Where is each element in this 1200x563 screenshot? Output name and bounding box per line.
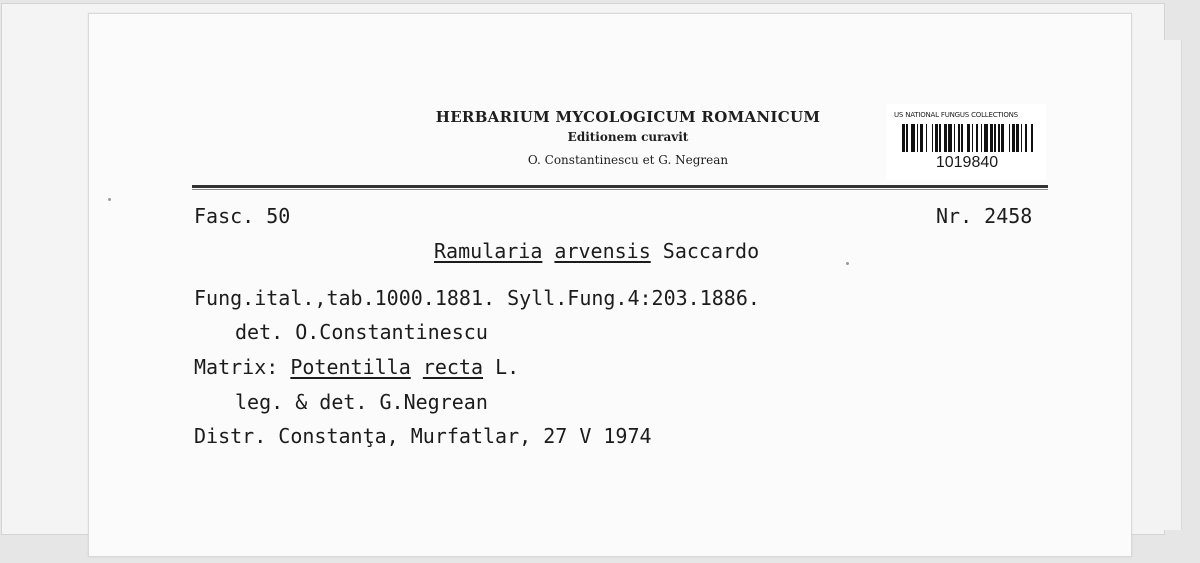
paper-speck — [108, 198, 111, 201]
taxon-species: arvensis — [554, 239, 651, 263]
barcode-label — [886, 104, 1046, 180]
barcode-number: 1019840 — [935, 154, 999, 171]
literature-reference: Fung.ital.,tab.1000.1881. Syll.Fung.4:203.1886. — [194, 286, 760, 310]
taxon-name — [434, 239, 759, 263]
specimen-number: Nr. 2458 — [936, 204, 1033, 228]
editor-subtitle: Editionem curavit — [567, 130, 689, 144]
fascicle-number: Fasc. 50 — [194, 204, 291, 228]
matrix-line — [194, 355, 519, 379]
header-divider-thin — [192, 189, 1048, 190]
barcode-icon — [902, 124, 1036, 152]
host-species: recta — [422, 355, 484, 379]
matrix-label: Matrix: — [194, 355, 279, 379]
taxon-genus: Ramularia — [434, 239, 543, 263]
herbarium-label — [88, 13, 1132, 557]
taxon-author: Saccardo — [662, 239, 760, 263]
determiner: det. O.Constantinescu — [235, 320, 488, 344]
host-author: L. — [495, 355, 520, 379]
collector: leg. & det. G.Negrean — [235, 390, 488, 414]
locality: Distr. Constanţa, Murfatlar, 27 V 1974 — [194, 424, 652, 448]
paper-speck — [846, 262, 849, 265]
collection-name: US NATIONAL FUNGUS COLLECTIONS — [894, 111, 1018, 119]
host-genus: Potentilla — [290, 355, 411, 379]
header-divider — [192, 185, 1048, 188]
herbarium-title: HERBARIUM MYCOLOGICUM ROMANICUM — [435, 108, 821, 126]
editor-names: O. Constantinescu et G. Negrean — [527, 153, 729, 167]
label-header — [380, 108, 876, 170]
